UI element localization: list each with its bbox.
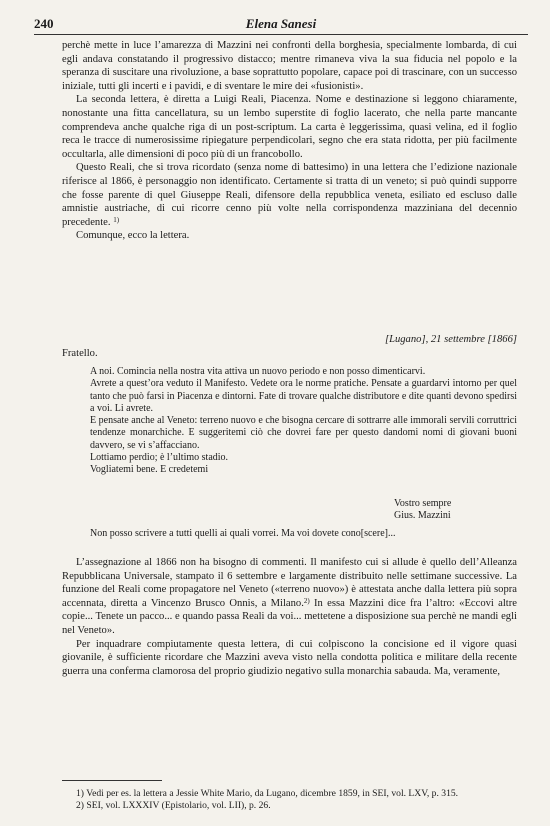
footnote-1: 1) Vedi per es. la lettera a Jessie White Mario, da Lugano, dicembre 1859, in SEI, vol. LXV, p. 315. xyxy=(76,788,459,799)
paragraph-2: La seconda lettera, è diretta a Luigi Reali, Piacenza. Nome e destinazione si leggono chiaramente, nonostante una fitta cancellatura, su un lembo superstite di foglio lacerato, che nella parte mancante comprendeva anche qualche riga di un post-scriptum. La carta è leggerissima, quasi velina, ed il foglio reca le tracce di numerosissime ripiegature perpendicolari, segno che era stata ridotta, per più facilmente occultarla, alle dimensioni di poco più di un francobollo. xyxy=(62,94,517,160)
body-text-top xyxy=(62,39,517,243)
running-header xyxy=(34,16,528,32)
letter-signature: Gius. Mazzini xyxy=(394,510,451,522)
paragraph-5-cont: In essa Mazzini dice fra l’altro: «Eccovi altre copie... Tenete un pacco... e quando passa Reali da voi... mettetene a disposizione sua perchè ne mandi egli nel Veneto». xyxy=(62,597,517,636)
letter-salutation: Fratello. xyxy=(62,348,98,359)
letter-signature-block xyxy=(394,498,451,523)
letter-postscript: Non posso scrivere a tutti quelli ai quali vorrei. Ma voi dovete cono[scere]... xyxy=(90,528,396,539)
footnote-2: 2) SEI, vol. LXXXIV (Epistolario, vol. LII), p. 26. xyxy=(76,800,271,812)
letter-line-4: Lottiamo perdio; è l’ultimo stadio. xyxy=(90,452,229,464)
paragraph-4: Comunque, ecco la lettera. xyxy=(76,230,190,242)
running-title: Elena Sanesi xyxy=(245,16,317,31)
header-rule xyxy=(34,34,528,35)
letter-line-1: A noi. Comincia nella nostra vita attiva un nuovo periodo e non posso dimenticarvi. xyxy=(90,366,426,377)
footnote-rule xyxy=(62,780,162,781)
paragraph-6: Per inquadrare compiutamente questa lettera, di cui colpiscono la concisione ed il vigore quasi giovanile, è sufficiente ricordare che Mazzini aveva visto nella condotta politica e militare della recente guerra una conferma clamorosa del proprio giudizio negativo sulla monarchia sabauda. Ma, veramente, xyxy=(62,638,517,677)
paragraph-5 xyxy=(62,556,517,638)
paragraph-5-text: L’assegnazione al 1866 non ha bisogno di commenti. Il manifesto cui si allude è quello dell’Alleanza Repubblicana Universale, stampato il 6 settembre e largamente distribuito nelle settimane successive. La funzione del Reali come propagatore nel Veneto («terreno nuovo») è attestata anche dalla lettera più sopra accennata, diretta a Vincenzo Brusco Onnis, a Milano. xyxy=(62,557,517,609)
page-number: 240 xyxy=(34,16,54,31)
letter-line-2: Avrete a quest’ora veduto il Manifesto. Vedete ora le norme pratiche. Pensate a guardarvi intorno per quel tanto che può farsi in Piacenza e dintorni. Fate di trovare qualche distributore e dite quanti devono spedirsi a voi. Li avrete. xyxy=(90,378,517,414)
letter-closing: Vostro sempre xyxy=(394,498,452,509)
footnote-ref-2: 2) xyxy=(303,596,310,605)
body-text-bottom xyxy=(62,556,517,678)
footnotes xyxy=(62,788,517,812)
paragraph-3-text: Questo Reali, che si trova ricordato (senza nome di battesimo) in una lettera che l’edizione nazionale riferisce al 1866, è personaggio non identificato. Certamente si tratta di un veneto; si può quindi supporre che fosse parente di quel Giuseppe Reali, difensore della repubblica veneta, esiliato ed escluso dalle amnistie austriache, di cui ricorre cenno più volte nella corrispondenza mazziniana del decennio precedente. xyxy=(62,162,517,228)
letter-body xyxy=(90,366,517,477)
footnote-ref-1: 1) xyxy=(113,215,120,224)
letter-line-3: E pensate anche al Veneto: terreno nuovo e che bisogna cercare di sottrarre alle immorali servili corruttrici tendenze monarchiche. E suggeritemi ciò che dovrei fare per questo dandomi nomi di giovani buoni davvero, se vi s’affacciano. xyxy=(90,415,517,451)
paragraph-3 xyxy=(62,161,517,229)
paragraph-1: perchè mette in luce l’amarezza di Mazzini nei confronti della borghesia, specialmente lombarda, di cui egli andava constatando il progressivo distacco; mentre rimaneva viva la sua fiducia nel popolo e la speranza di suscitare una rivoluzione, a base soprattutto popolare, capace poi di trascinare, con un successo iniziale, tutti gli incerti e i pavidi, e di sventare le mire dei «fusionisti». xyxy=(62,40,517,92)
letter-line-5: Vogliatemi bene. E credetemi xyxy=(90,464,209,476)
letter-date: [Lugano], 21 settembre [1866] xyxy=(384,334,517,345)
